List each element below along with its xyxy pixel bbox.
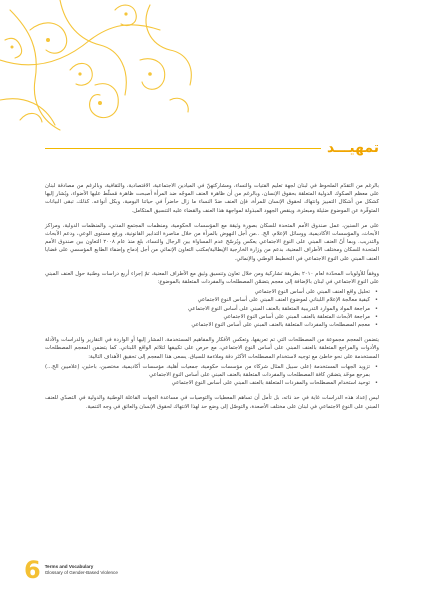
- studies-paragraph: ووفقاً للأولويات المحدّدة لعام ٢٠١٠ بطريقة تشاركية ومن خلال تعاون وتنسيق وثيق مع الأطراف المعنية، تمّ إجراء أربع دراسات وطنية حول العنف المبني على النوع الاجتماعي في لبنان بالإضافة إلى معجم يتضمّن المصطلحات والمفردات المتعلقة بالموضوع:: [45, 270, 379, 286]
- list-item: • مراجعة الأبحاث المتعلقة بالعنف المبني على أساس النوع الاجتماعي: [45, 313, 370, 321]
- studies-list: [45, 288, 379, 329]
- body-text: [45, 182, 379, 418]
- list-item: • معجم المصطلحات والمفردات المتعلقة بالعنف المبني على أساس النوع الاجتماعي: [45, 321, 370, 329]
- section-heading: [45, 140, 379, 156]
- page-number: 6: [24, 556, 41, 584]
- list-item: • توحيد استخدام المصطلحات والمفردات المتعلقة بالعنف المبني على أساس النوع الاجتماعي: [45, 379, 370, 387]
- list-item: • كيفية معالجة الإعلام اللبناني لموضوع العنف المبني على أساس النوع الاجتماعي: [45, 296, 370, 304]
- footer-caption: [45, 564, 118, 576]
- heading-rule: [45, 148, 321, 149]
- footer-title: Terms and Vocabulary: [44, 564, 94, 569]
- page-title: تمهيـــد: [326, 140, 379, 156]
- list-item: • تزويد الجهات المستخدمة (على سبيل المثال شركاء من مؤسسات حكومية، جمعيات أهلية، مؤسسات أكاديمية، مختصين، باحثين، إعلاميين الخ...) بمرجع موحّد يتضمّن كافة المصطلحات والمفردات المتعلقة بالعنف المبني على أساس النوع الاجتماعي: [45, 363, 370, 379]
- footer-subtitle: Glossary of Gender-Based Violence: [44, 570, 118, 575]
- closing-paragraph: ليس إعداد هذه الدراسات غاية في حد ذاته، بل تأمل أن تساهم المعطيات والتوصيات في مساعدة الجهات الفاعلة الوطنية والدولية في التصدّي للعنف المبني على النوع الاجتماعي في لبنان على مختلف الأصعدة، والتوصّل إلى وضع حد لهذا الانتهاك لحقوق الإنسان والعائق في وجه التنمية.: [45, 395, 379, 410]
- floral-ornament: [0, 0, 200, 135]
- glossary-paragraph: يتضمن المعجم مجموعة من المصطلحات التي تم تعريفها، وتعكس الأفكار والمفاهيم المستخدمة، المشار إليها أو الواردة في التقارير والدراسات والأدلة والأدوات والمراجع المتعلقة بالعنف المبني على أساس النوع الاجتماعي، مع حرص على تكييفها لتلائم الواقع اللبناني. كما يتضمن المعجم المصطلحات المستخدمة على نحو خاطئ مع توجيه لاستخدام المصطلحات الأكثر دقة وملاءمة للسياق. يسعى هذا المعجم إلى تحقيق الأهداف التالية:: [45, 337, 379, 360]
- list-item: • مراجعة المواد والموارد التدريبية المتعلقة بالعنف المبني على أساس النوع الاجتماعي: [45, 305, 370, 313]
- page-footer: [24, 557, 118, 583]
- list-item: • تحليل واقع العنف المبني على أساس النوع الاجتماعي: [45, 288, 370, 296]
- objectives-list: [45, 363, 379, 388]
- unfpa-paragraph: على مر السنين، عمل صندوق الأمم المتحدة للسكان بصورة وثيقة مع المؤسسات الحكومية، ومنظمات المجتمع المدني، والمنظمات الدولية، ومراكز الأبحاث، والمؤسسات الأكاديمية، ووسائل الإعلام، الخ. ..من أجل النهوض بالمرأة من خلال مناصرة التدابير القانونية، ورفع مستوى الوعي، ودعم الأبحاث والتدريب. وبما أنّ العنف المبني على النوع الاجتماعي يعكس ويُرسّخ عدم المساواة بين الرجال والنساء، بلغ منذ عام ٢٠٠٨ التعاون بين صندوق الأمم المتحدة للسكان ومختلف الأطراف المعنية، بدعم من وزارة الخارجية الإيطالية/مكتب التعاون الإنمائي من أجل إدماج وإضفاء الطابع المؤسسي على قضايا العنف المبني على النوع الاجتماعي في التخطيط الوطني والإنمائي.: [45, 222, 379, 262]
- intro-paragraph: بالرغم من التقدّم الملحوظ في لبنان لجهة تعليم الفتيات والنساء، ومشاركتهنّ في الميادين الاجتماعية، الاقتصادية، والثقافية، وبالرغم من مصادقة لبنان على معظم الصكوك الدولية المتعلقة بحقوق الإنسان، وبالرغم من أن ظاهرة العنف الموجّه ضد المرأة أصبحت ظاهرة مُسلّط عليها الأضواء، ويُشار إليها كشكل من أشكال التمييز وانتهاك لحقوق الإنسان للمرأة، فإن العنف ضدّ النساء ما زال حاضراً في حياتنا اليومية، وبكل أنواعه. كذلك، تبقى البيانات المتوفّرة عن الموضوع ضئيلة ومبعثرة، وينقص الجهود المبذولة لمواجهة هذا العنف والقضاء عليه التنسيق المتكامل.: [45, 183, 379, 214]
